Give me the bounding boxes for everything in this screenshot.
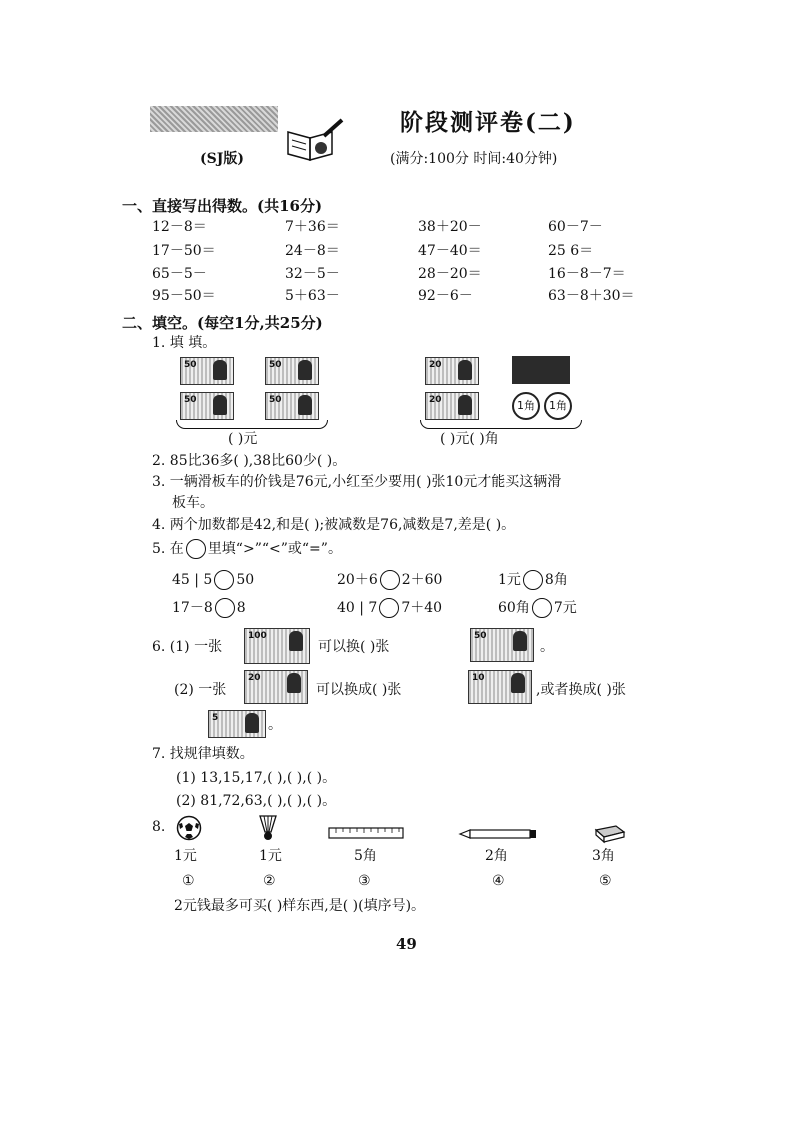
banknote-value: 50 [474,631,487,641]
group-brace [176,420,328,429]
section1-heading: 一、直接写出得数。(共16分) [122,197,323,215]
compare-right: 50 [236,572,255,588]
item-price: 1元 [259,848,282,864]
banknote-value: 20 [429,360,442,370]
q1-answer-right: ( )元( )角 [440,431,499,447]
q6-line2-b: 可以换成( )张 [316,682,402,698]
calc-item: 5＋63－ [285,288,340,304]
compare-right: 8 [236,600,246,616]
calc-item: 95－50＝ [152,288,216,304]
calc-item: 92－6－ [418,288,473,304]
page-number: 49 [396,935,417,953]
q6-line2-c: ,或者换成( )张 [536,682,626,698]
compare-right: 7元 [553,600,577,616]
banknote [470,628,534,662]
calc-item: 38＋20－ [418,219,482,235]
compare-left: 45 | 5 [172,572,213,588]
q6-line3-end: 。 [268,717,282,733]
book-pencil-icon [284,118,346,164]
calc-item: 12－8＝ [152,219,207,235]
calc-item: 28－20＝ [418,266,482,282]
banknote [180,392,234,420]
compare-left: 1元 [498,572,521,588]
compare-left: 60角 [498,600,530,616]
q7-line2: (2) 81,72,63,( ),( ),( )。 [176,793,337,809]
banknote [425,392,479,420]
edition-label: (SJ版) [200,151,244,167]
banknote-value: 100 [248,631,267,641]
football-icon [176,815,202,841]
q6-line1-a: 6. (1) 一张 [152,639,223,655]
banknote-value: 50 [269,395,282,405]
banknote-value: 20 [248,673,261,683]
q7-line1: (1) 13,15,17,( ),( ),( )。 [176,770,337,786]
coin: 1角 [544,392,572,420]
eraser-icon [592,824,626,844]
item-price: 5角 [354,848,377,864]
compare-right: 2＋60 [401,572,443,588]
q6-line1-c: 。 [540,639,554,655]
compare-left: 40 | 7 [337,600,378,616]
item-number: ② [263,873,276,889]
ruler-icon [328,826,404,840]
banknote-value: 50 [184,395,197,405]
q5-label [152,539,342,559]
item-number: ⑤ [599,873,612,889]
compare-item [172,570,254,590]
pencil-icon [458,828,538,840]
compare-left: 17－8 [172,600,213,616]
calc-item: 47－40＝ [418,243,482,259]
compare-circle[interactable] [214,570,234,590]
compare-item [337,598,442,618]
page-title: 阶段测评卷(二) [400,109,576,136]
q5-label-before: 5. 在 [152,541,184,557]
item-number: ③ [358,873,371,889]
q3-line1: 3. 一辆滑板车的价钱是76元,小红至少要用( )张10元才能买这辆滑 [152,474,562,490]
banknote [244,670,308,704]
q6-line2-a: (2) 一张 [174,682,227,698]
compare-circle[interactable] [532,598,552,618]
banknote-value: 50 [184,360,197,370]
q4: 4. 两个加数都是42,和是( );被减数是76,减数是7,差是( )。 [152,517,516,533]
section2-heading: 二、填空。(每空1分,共25分) [122,314,323,332]
banknote [208,710,266,738]
q1-label: 1. 填 填。 [152,335,217,351]
calc-item: 17－50＝ [152,243,216,259]
logo-banner [150,106,278,132]
compare-item [172,598,246,618]
calc-item: 25 6＝ [548,243,594,259]
item-number: ④ [492,873,505,889]
banknote [244,628,310,664]
compare-item [498,598,577,618]
banknote-value: 50 [269,360,282,370]
compare-item [337,570,442,590]
compare-circle[interactable] [215,598,235,618]
q2: 2. 85比36多( ),38比60少( )。 [152,453,347,469]
q3-line2: 板车。 [172,495,214,511]
compare-item [498,570,568,590]
compare-right: 8角 [544,572,568,588]
banknote-value: 20 [429,395,442,405]
compare-left: 20＋6 [337,572,378,588]
q8-label: 8. [152,819,166,835]
calc-item: 65－5－ [152,266,207,282]
q1-answer-left: ( )元 [228,431,258,447]
banknote [468,670,532,704]
q5-label-after: 里填“>”“<”或“=”。 [207,541,342,557]
compare-circle[interactable] [523,570,543,590]
banknote [425,357,479,385]
coin: 1角 [512,392,540,420]
compare-circle [186,539,206,559]
item-price: 2角 [485,848,508,864]
banknote [265,357,319,385]
dark-banknote [512,356,570,384]
banknote-value: 10 [472,673,485,683]
exam-meta: (满分:100分 时间:40分钟) [390,151,558,167]
item-price: 3角 [592,848,615,864]
banknote [180,357,234,385]
q8-question: 2元钱最多可买( )样东西,是( )(填序号)。 [174,898,426,914]
shuttlecock-icon [258,814,278,842]
compare-circle[interactable] [379,598,399,618]
calc-item: 63－8＋30＝ [548,288,635,304]
calc-item: 60－7－ [548,219,603,235]
item-number: ① [182,873,195,889]
calc-item: 16－8－7＝ [548,266,626,282]
banknote-value: 5 [212,713,219,723]
compare-circle[interactable] [380,570,400,590]
banknote [265,392,319,420]
compare-right: 7＋40 [401,600,443,616]
calc-item: 32－5－ [285,266,340,282]
item-price: 1元 [174,848,197,864]
q7-label: 7. 找规律填数。 [152,746,254,762]
group-brace [420,420,582,429]
calc-item: 7＋36＝ [285,219,340,235]
calc-item: 24－8＝ [285,243,340,259]
q6-line1-b: 可以换( )张 [318,639,390,655]
